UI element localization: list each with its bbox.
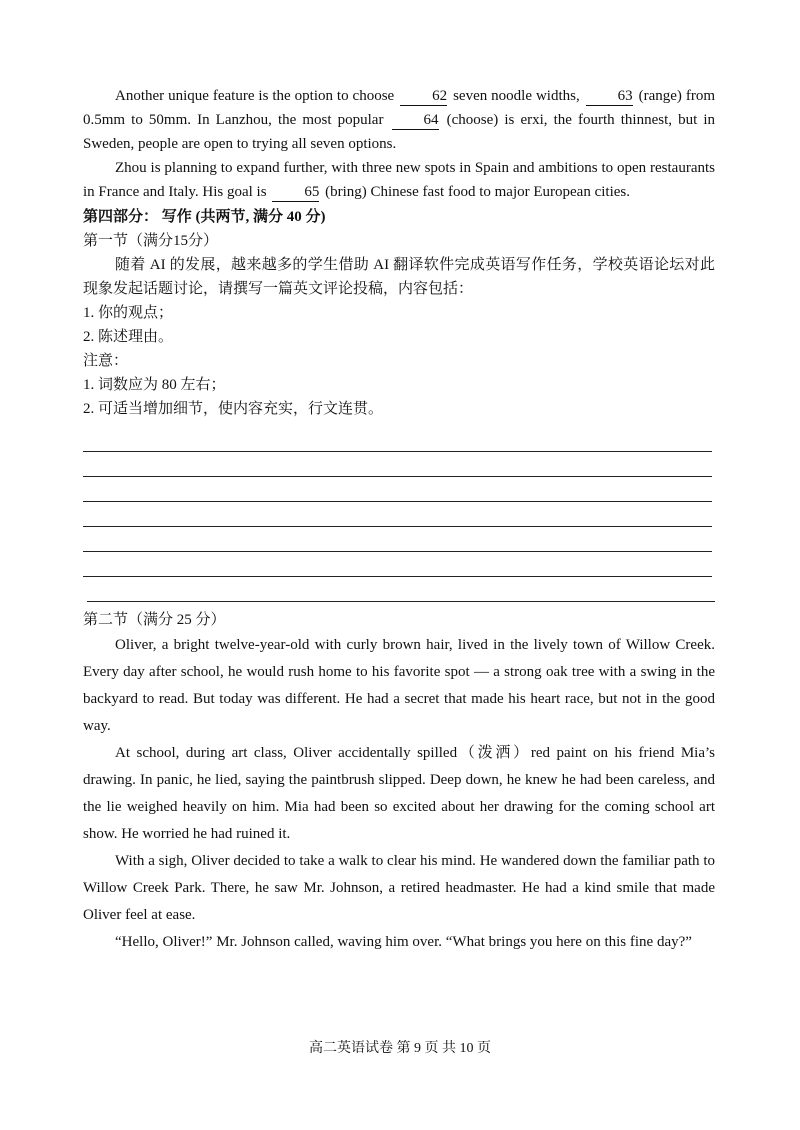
passage-text: (bring) Chinese fast food to major European cities. [321,184,630,200]
answer-writing-area[interactable] [83,427,715,602]
part4-heading: 第四部分： 写作 (共两节, 满分 40 分) [83,209,326,225]
answer-line[interactable] [83,502,712,527]
story-paragraph-1: Oliver, a bright twelve-year-old with curly brown hair, lived in the lively town of Willow Creek. Every day after school, he would rush home to his favorite spot — a strong oak tree with a swing in the backyard to read. But today was different. He had a secret that made his heart race, but not in the good way. [83,637,715,734]
passage-paragraph-2 [83,156,715,204]
story-paragraph-4: “Hello, Oliver!” Mr. Johnson called, waving him over. “What brings you here on this fine day?” [115,934,692,950]
section2-title: 第二节（满分 25 分） [83,612,226,628]
answer-line[interactable] [83,427,712,452]
page-footer: 高二英语试卷 第 9 页 共 10 页 [309,1041,491,1056]
passage-text: Another unique feature is the option to choose [115,88,399,104]
story-paragraph-2: At school, during art class, Oliver accidentally spilled（泼洒）red paint on his friend Mia’s drawing. In panic, he lied, saying the paintbrush slipped. Deep down, he knew he had been careless, and the lie weighed heavily on him. Mia had been so excited about her drawing for the coming school art show. He worried he had ruined it. [83,745,715,842]
passage-text: Zhou is planning to expand further, with three new spots in Spain and ambitions to open restaurants in France and Italy. His goal is [83,160,715,200]
prompt-item-1: 1. 你的观点； [83,305,174,321]
answer-line[interactable] [83,527,712,552]
note-item-1: 1. 词数应为 80 左右； [83,377,226,393]
blank-65: 65 [272,184,319,202]
blank-64: 64 [392,112,439,130]
note-label: 注意： [83,353,129,369]
answer-line[interactable] [87,577,715,602]
blank-63: 63 [586,88,633,106]
passage-text: seven noodle widths, [449,88,584,104]
exam-page [83,84,715,956]
answer-line[interactable] [83,477,712,502]
passage-text: (range) from 0.5mm to 50mm. In Lanzhou, the most popular [83,88,715,128]
section1-prompt: 随着 AI 的发展，越来越多的学生借助 AI 翻译软件完成英语写作任务，学校英语论坛对此现象发起话题讨论，请撰写一篇英文评论投稿，内容包括： [83,257,715,297]
prompt-item-2: 2. 陈述理由。 [83,329,174,345]
passage-text: (choose) is erxi, the fourth thinnest, but in Sweden, people are open to trying all seven options. [83,112,715,152]
answer-line[interactable] [83,452,712,477]
answer-line[interactable] [83,552,712,577]
blank-62: 62 [400,88,447,106]
story-paragraph-3: With a sigh, Oliver decided to take a walk to clear his mind. He wandered down the familiar path to Willow Creek Park. There, he saw Mr. Johnson, a retired headmaster. He had a kind smile that made Oliver feel at ease. [83,853,715,923]
passage-paragraph-1 [83,84,715,156]
story-text [83,632,715,956]
note-item-2: 2. 可适当增加细节，使内容充实，行文连贯。 [83,401,384,417]
section1-title: 第一节（满分15分） [83,233,219,249]
